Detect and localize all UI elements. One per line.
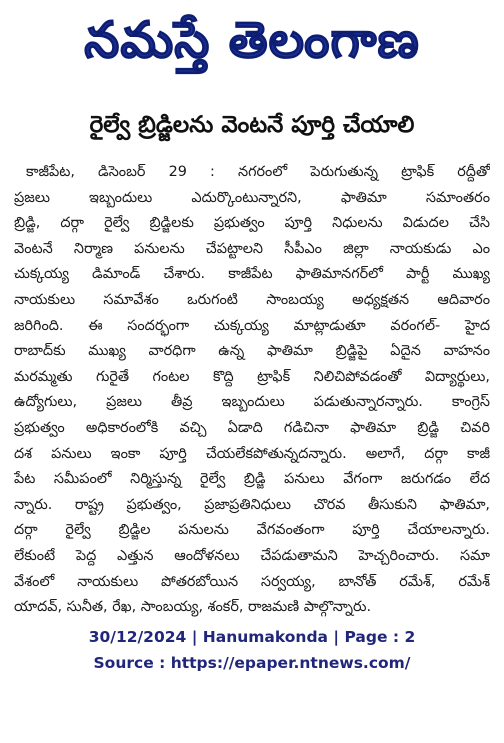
article-line: దశ పనులు ఇంకా పూర్తి చేయలేకపోతున్నదన్నారు. అలాగే, దర్గా కాజీ: [14, 445, 490, 462]
article-line: నాయకులు సమావేశం ఒరుగంటి సాంబయ్య అధ్యక్షతన ఆదివారం: [14, 291, 490, 308]
article-line: న్నారు. రాష్ట్ర ప్రభుత్వం, ప్రజాప్రతినిధులు చొరవ తీసుకుని ఫాతిమా,: [14, 496, 490, 513]
article-line: ఉద్యోగులు, ప్రజలు తీవ్ర ఇబ్బందులు పడుతున్నారన్నారు. కాంగ్రెస్: [14, 394, 490, 411]
article-line: లేకుంటే పెద్ద ఎత్తున ఆందోళనలు చేపడుతామని హెచ్చరించారు. సమా: [14, 547, 490, 564]
article-line: జరిగింది. ఈ సందర్భంగా చుక్కయ్య మాట్లాడుతూ వరంగల్- హైద: [14, 317, 490, 334]
article-line: మరమ్మతు గురైతే గంటల కొద్ది ట్రాఫిక్ నిలిచిపోవడంతో విద్యార్థులు,: [14, 368, 490, 385]
article-line: పేట సమీపంలో నిర్మిస్తున్న రైల్వే బ్రిడ్జి పనులు వేగంగా జరుగడం లేద: [14, 471, 490, 488]
article-line: వెంటనే నిర్మాణ పనులను చేపట్టాలని సీపీఎం జిల్లా నాయకుడు ఎం: [14, 240, 490, 257]
article-line: బ్రిడ్జి, దర్గా రైల్వే బ్రిడ్జిలకు ప్రభుత్వం పూర్తి నిధులను విడుదల చేసి: [14, 215, 490, 232]
article-headline: రైల్వే బ్రిడ్జిలను వెంటనే పూర్తి చేయాలి: [89, 112, 415, 138]
edition-info: 30/12/2024 | Hanumakonda | Page : 2: [88, 628, 416, 646]
article-line: రాబాద్‌కు ముఖ్య వారధిగా ఉన్న ఫాతిమా బ్రిడ్జిపై ఏదైన వాహనం: [14, 343, 490, 360]
article-line: ప్రభుత్వం అధికారంలోకి వచ్చి ఏడాది గడిచినా ఫాతిమా బ్రిడ్జి చివరి: [14, 419, 490, 436]
article-line: యాదవ్, సునీత, రేఖ, సాంబయ్య, శంకర్, రాజమణి పాల్గొన్నారు.: [14, 599, 372, 616]
newspaper-masthead: నమస్తే తెలంగాణ: [84, 10, 420, 69]
article-body: [14, 160, 490, 616]
article-line: వేశంలో నాయకులు పోతరబోయిన సర్వయ్య, బానోత్ రమేశ్, రమేశ్: [14, 573, 490, 590]
article-line: దర్గా రైల్వే బ్రిడ్జిల పనులను వేగవంతంగా పూర్తి చేయాలన్నారు.: [14, 522, 490, 539]
article-line: చుక్కయ్య డిమాండ్ చేశారు. కాజీపేట ఫాతిమానగర్‌లో పార్టీ ముఖ్య: [14, 266, 490, 283]
source-link[interactable]: Source : https://epaper.ntnews.com/: [93, 654, 411, 672]
article-line: కాజీపేట, డిసెంబర్ 29 : నగరంలో పెరుగుతున్న ట్రాఫిక్ రద్దీతో: [26, 164, 490, 180]
article-line: ప్రజలు ఇబ్బందులు ఎదుర్కొంటున్నారని, ఫాతిమా సమాంతరం: [14, 189, 490, 206]
clipping-footer: [0, 624, 504, 684]
